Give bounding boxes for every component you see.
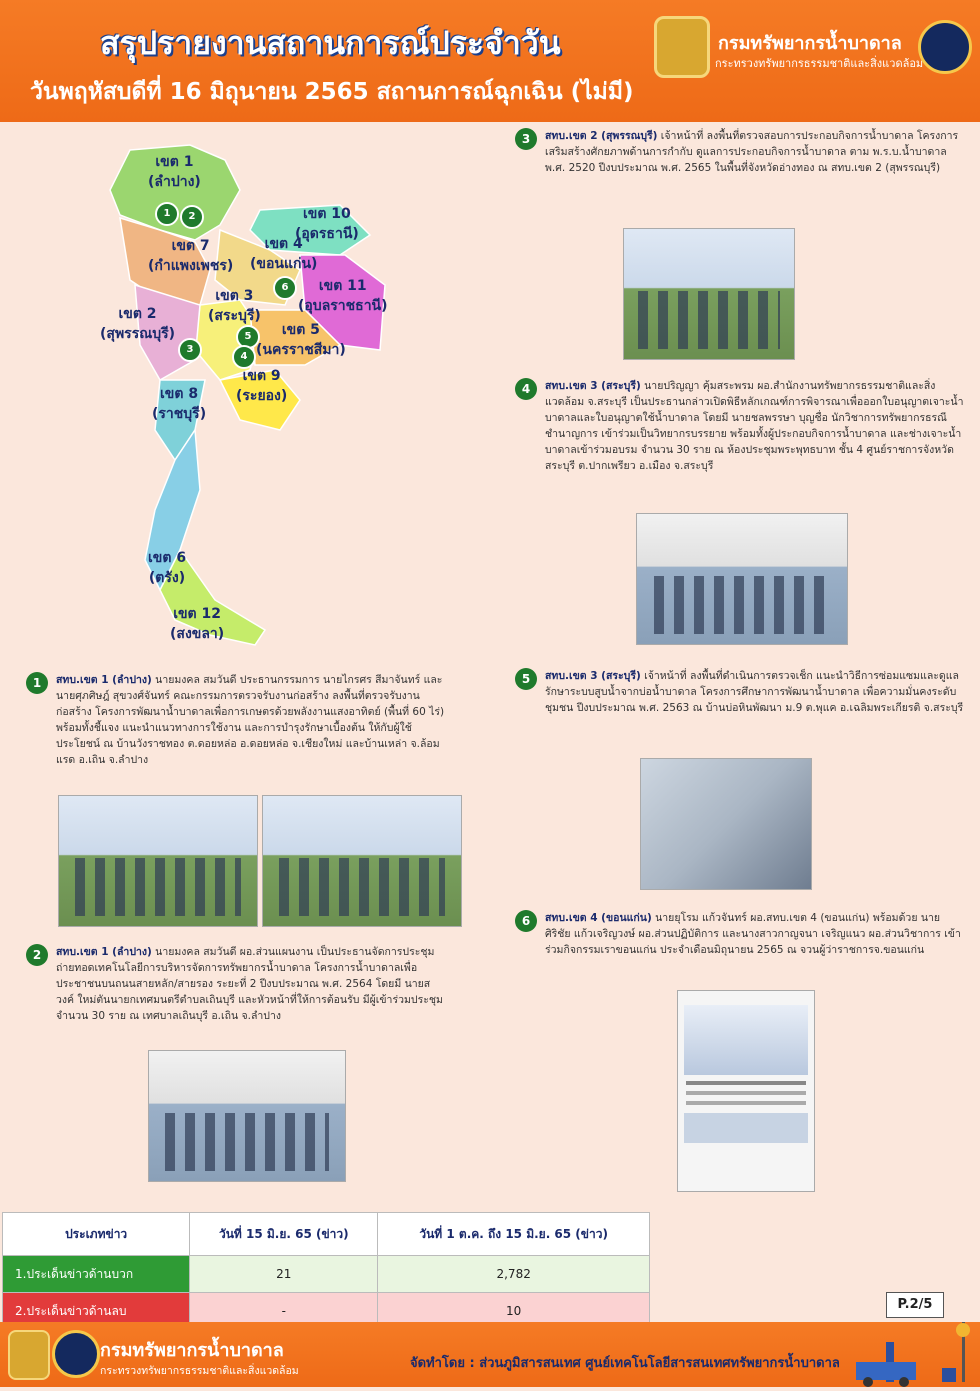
item-5-photo (640, 758, 812, 890)
map-pin: 5 (236, 325, 260, 349)
news-stats-table (2, 1212, 650, 1330)
item-6-document-image (677, 990, 815, 1192)
item-text: เจ้าหน้าที่ ลงพื้นที่ตรวจสอบการประกอบกิจการน้ำบาดาล โครงการเสริมสร้างศักยภาพด้านการกำกับ ดูแลการประกอบกิจการน้ำบาดาล ตาม พ.ร.บ.น้ำบาดาล พ.ศ. 2520 ปีงบประมาณ พ.ศ. 2565 ในพื้นที่จังหวัดอ่างทอง ณ สทบ.เขต 2 (สุพรรณบุรี) (545, 130, 959, 174)
map-pin: 1 (155, 202, 179, 226)
item-number-badge: 3 (515, 128, 537, 150)
ministry-name: กระทรวงทรัพยากรธรรมชาติและสิ่งแวดล้อม (715, 57, 924, 70)
table-header-row (3, 1213, 650, 1256)
page-number: P.2/5 (886, 1292, 944, 1318)
zone-label-11: เขต 11 (อุบลราชธานี) (298, 278, 388, 315)
page-title: สรุปรายงานสถานการณ์ประจำวัน (100, 24, 561, 62)
table-header: วันที่ 15 มิ.ย. 65 (ข่าว) (190, 1213, 378, 1256)
zone-label-4: เขต 4 (ขอนแก่น) (250, 236, 318, 273)
map-pin: 6 (273, 276, 297, 300)
news-item-6 (515, 910, 965, 958)
news-item-4 (515, 378, 965, 474)
item-1-photo-a (58, 795, 258, 927)
item-lead: สทบ.เขต 1 (ลำปาง) (56, 946, 152, 958)
zone-label-6: เขต 6 (ตรัง) (148, 550, 187, 587)
item-lead: สทบ.เขต 3 (สระบุรี) (545, 380, 641, 392)
zone-label-8: เขต 8 (ราชบุรี) (152, 386, 207, 423)
item-lead: สทบ.เขต 3 (สระบุรี) (545, 670, 641, 682)
zone-label-10: เขต 10 (อุดรธานี) (295, 206, 359, 243)
table-cell-category: 1.ประเด็นข่าวด้านบวก (3, 1256, 190, 1293)
department-logo-icon (8, 1330, 50, 1380)
zone-label-7: เขต 7 (กำแพงเพชร) (148, 238, 234, 275)
footer-department-name: กรมทรัพยากรน้ำบาดาล (100, 1340, 284, 1361)
item-lead: สทบ.เขต 1 (ลำปาง) (56, 674, 152, 686)
table-header: ประเภทข่าว (3, 1213, 190, 1256)
table-cell: - (190, 1293, 378, 1330)
zone-label-1: เขต 1 (ลำปาง) (148, 154, 201, 191)
item-1-photo-b (262, 795, 462, 927)
department-logo-icon (654, 16, 710, 78)
table-cell-category: 2.ประเด็นข่าวด้านลบ (3, 1293, 190, 1330)
news-item-1 (26, 672, 446, 768)
item-text: นายมงคล สมวันดี ประธานกรรมการ นายไกรศร สีมาจันทร์ และนายศุภศิษฎ์ สุขวงศ์จันทร์ คณะกรรมการตรวจรับงานก่อสร้าง ลงพื้นที่ตรวจรับงานก่อสร้าง โครงการพัฒนาน้ำบาดาลเพื่อการเกษตรด้วยพลังงานแสงอาทิตย์ (พื้นที่ 60 ไร่) พร้อมทั้งชี้แจง แนะนำแนวทางการใช้งาน และการบำรุงรักษาเบื้องต้น ให้กับผู้ใช้ประโยชน์ ณ บ้านวังราชทอง ต.ดอยหล่อ อ.ดอยหล่อ จ.เชียงใหม่ และบ้านเหล่า จ.ล้อมแรด อ.เถิน จ.ลำปาง (56, 674, 445, 766)
item-number-badge: 6 (515, 910, 537, 932)
zone-label-2: เขต 2 (สุพรรณบุรี) (100, 306, 176, 343)
zone-label-12: เขต 12 (สงขลา) (170, 606, 225, 643)
zone-label-5: เขต 5 (นครราชสีมา) (256, 322, 346, 359)
map-pin: 3 (178, 338, 202, 362)
item-number-badge: 1 (26, 672, 48, 694)
item-number-badge: 4 (515, 378, 537, 400)
table-header: วันที่ 1 ต.ค. ถึง 15 มิ.ย. 65 (ข่าว) (378, 1213, 650, 1256)
item-text: นายมงคล สมวันดี ผอ.ส่วนแผนงาน เป็นประธานจัดการประชุมถ่ายทอดเทคโนโลยีการบริหารจัดการทรัพยากรน้ำบาดาล โครงการน้ำบาดาลเพื่อประชาชนบนถนนสายหลัก/สายรอง ระยะที่ 2 ปีงบประมาณ พ.ศ. 2564 โดยมี นายสวงค์ ใหม่ตันนายกเทศมนตรีตำบลเถินบุรี และหัวหน้าที่ให้การต้อนรับ มีผู้เข้าร่วมประชุม จำนวน 30 ราย ณ เทศบาลเถินบุรี อ.เถิน จ.ลำปาง (56, 946, 443, 1022)
table-cell: 10 (378, 1293, 650, 1330)
item-lead: สทบ.เขต 4 (ขอนแก่น) (545, 912, 652, 924)
drilling-rig-illustration (846, 1322, 980, 1387)
footer-ministry-name: กระทรวงทรัพยากรธรรมชาติและสิ่งแวดล้อม (100, 1365, 299, 1377)
item-3-photo (623, 228, 795, 360)
thailand-region-map (100, 130, 400, 650)
item-number-badge: 2 (26, 944, 48, 966)
item-text: เจ้าหน้าที่ ลงพื้นที่ดำเนินการตรวจเช็ก แนะนำวิธีการซ่อมแซมและดูแลรักษาระบบสูบน้ำจากบ่อน้ำบาดาล โครงการศึกษาการพัฒนาน้ำบาดาล เพื่อความมั่นคงระดับชุมชน ปีงบประมาณ พ.ศ. 2563 ณ บ้านบ่อหินพัฒนา ม.9 ต.พุแค อ.เฉลิมพระเกียรติ จ.สระบุรี (545, 670, 964, 714)
zone-label-3: เขต 3 (สระบุรี) (208, 288, 261, 325)
news-item-5 (515, 668, 965, 716)
item-lead: สทบ.เขต 2 (สุพรรณบุรี) (545, 130, 658, 142)
ministry-seal-icon (52, 1330, 100, 1378)
table-row (3, 1256, 650, 1293)
item-text: นายยุโรม แก้วจันทร์ ผอ.สทบ.เขต 4 (ขอนแก่น) พร้อมด้วย นายศิริชัย แก้วเจริญวงษ์ ผอ.ส่วนปฏิบัติการ และนางสาวกาญจนา เจริญแนว ผอ.ส่วนวิชาการ เข้าร่วมกิจกรรมเราขอนแก่น ประจำเดือนมิถุนายน 2565 ณ จวนผู้ว่าราชการจ.ขอนแก่น (545, 912, 961, 956)
news-item-3 (515, 128, 965, 176)
item-number-badge: 5 (515, 668, 537, 690)
item-text: นายปริญญา คุ้มสระพรม ผอ.สำนักงานทรัพยากรธรรมชาติและสิ่งแวดล้อม จ.สระบุรี เป็นประธานกล่าวเปิดพิธีหลักเกณฑ์การพิจารณาเพื่อออกใบอนุญาตเจาะน้ำบาดาลและใบอนุญาตใช้น้ำบาดาล โดยมี นายชลพรรษา บุญชื่อ นักวิชาการทรัพยากรธรณีชำนาญการ เข้าร่วมเป็นวิทยากรบรรยาย พร้อมทั้งผู้ประกอบกิจการน้ำบาดาล และช่างเจาะน้ำบาดาลเข้าร่วมอบรม จำนวน 30 ราย ณ ห้องประชุมพระพุทธบาท ชั้น 4 ศูนย์ราชการจังหวัดสระบุรี ต.ปากเพรียว อ.เมือง จ.สระบุรี (545, 380, 964, 472)
map-pin: 2 (180, 205, 204, 229)
item-4-photo (636, 513, 848, 645)
department-name: กรมทรัพยากรน้ำบาดาล (718, 33, 902, 54)
news-item-2 (26, 944, 446, 1024)
item-2-photo (148, 1050, 346, 1182)
map-pin: 4 (232, 345, 256, 369)
page-subtitle: วันพฤหัสบดีที่ 16 มิถุนายน 2565 สถานการณ์ฉุกเฉิน (ไม่มี) (30, 79, 634, 105)
footer-credit: จัดทำโดย : ส่วนภูมิสารสนเทศ ศูนย์เทคโนโลยีสารสนเทศทรัพยากรน้ำบาดาล (410, 1356, 840, 1371)
ministry-seal-icon (918, 20, 972, 74)
table-cell: 2,782 (378, 1256, 650, 1293)
zone-label-9: เขต 9 (ระยอง) (236, 368, 288, 405)
table-cell: 21 (190, 1256, 378, 1293)
